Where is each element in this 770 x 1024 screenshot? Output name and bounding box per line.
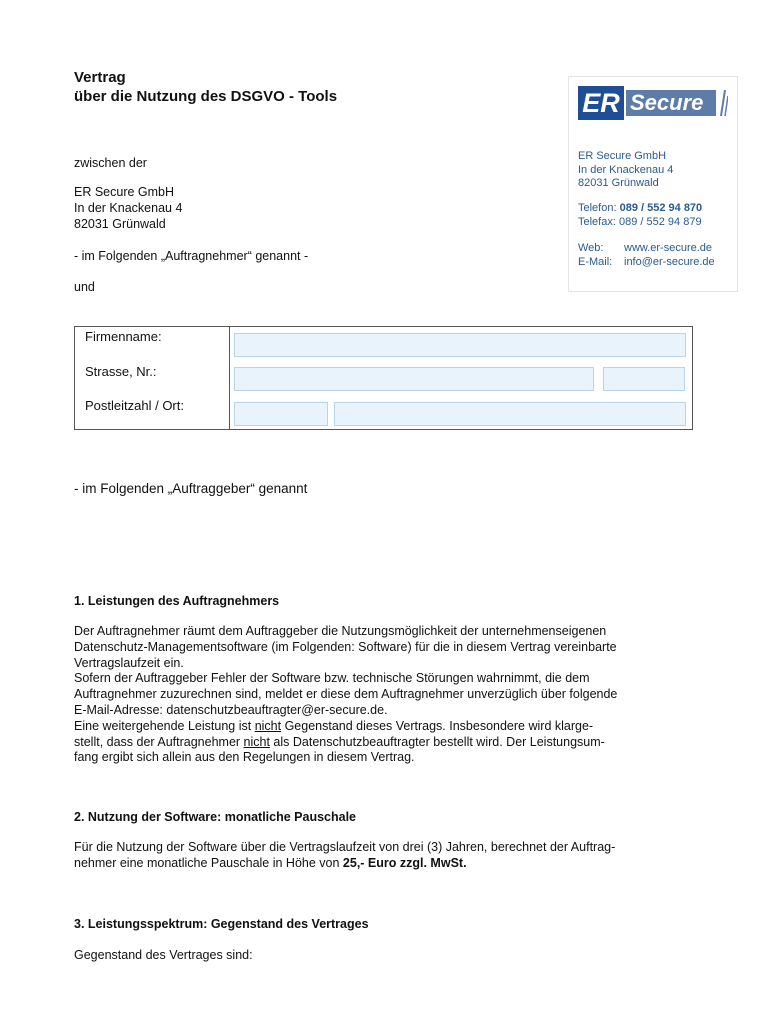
side-street: In der Knackenau 4	[578, 163, 674, 176]
s1-line-7	[74, 719, 704, 735]
city-field[interactable]	[334, 402, 686, 426]
contractor-note: - im Folgenden „Auftragnehmer“ genannt -	[74, 249, 309, 263]
phone-value: 089 / 552 94 870	[619, 202, 703, 214]
email-link[interactable]: info@er-secure.de	[624, 255, 715, 268]
street-field[interactable]	[234, 367, 594, 391]
s1-line-1: Der Auftragnehmer räumt dem Auftraggeber die Nutzungsmöglichkeit der unternehmenseigenen	[74, 624, 607, 638]
section-1-body	[74, 624, 704, 766]
client-form-table	[74, 326, 693, 430]
zip-field[interactable]	[234, 402, 328, 426]
s1-line-2: Datenschutz-Managementsoftware (im Folgenden: Software) für die in diesem Vertrag vereinbarte	[74, 639, 617, 654]
company-name-field[interactable]	[234, 333, 686, 357]
section-1-heading: 1. Leistungen des Auftragnehmers	[74, 594, 280, 608]
s2-line-2a: nehmer eine monatliche Pauschale in Höhe von	[74, 855, 343, 870]
s2-price: 25,- Euro zzgl. MwSt.	[342, 855, 467, 870]
email-label: E-Mail:	[578, 255, 613, 268]
side-company: ER Secure GmbH	[578, 150, 667, 162]
s1-line-7-underline: nicht	[254, 718, 282, 733]
between-text: zwischen der	[74, 156, 147, 170]
fax-value: 089 / 552 94 879	[618, 215, 702, 228]
s2-line-2	[74, 856, 704, 872]
house-number-field[interactable]	[603, 367, 685, 391]
company-name-label: Firmenname:	[85, 329, 162, 344]
s1-line-4: Sofern der Auftraggeber Fehler der Software bzw. technische Störungen wahrnimmt, die dem	[74, 671, 590, 686]
fax-label: Telefax:	[578, 215, 616, 228]
contractor-company: ER Secure GmbH	[74, 185, 175, 199]
s1-line-8a: stellt, dass der Auftragnehmer	[74, 734, 244, 749]
s1-line-7b: Gegenstand dieses Vertrags. Insbesondere wird klarge-	[281, 718, 594, 733]
title-line-2: über die Nutzung des DSGVO - Tools	[74, 88, 338, 105]
phone-label: Telefon:	[578, 202, 617, 214]
contractor-address	[74, 184, 182, 232]
s1-line-8-underline: nicht	[243, 734, 270, 749]
title-line-1: Vertrag	[74, 69, 126, 86]
contractor-city: 82031 Grünwald	[74, 217, 166, 231]
contractor-side-phone	[578, 202, 702, 229]
logo-er: ER	[578, 86, 624, 120]
contractor-side-address	[578, 150, 673, 191]
s2-line-1: Für die Nutzung der Software über die Vertragslaufzeit von drei (3) Jahren, berechnet der Auftrag-	[74, 840, 616, 854]
logo-secure: Secure	[626, 90, 716, 116]
section-3-heading: 3. Leistungsspektrum: Gegenstand des Vertrages	[74, 917, 369, 931]
and-text: und	[74, 280, 95, 294]
client-note: - im Folgenden „Auftraggeber“ genannt	[74, 481, 308, 496]
zip-city-label: Postleitzahl / Ort:	[85, 398, 184, 413]
section-3-body: Gegenstand des Vertrages sind:	[74, 948, 253, 962]
s1-line-8b: als Datenschutzbeauftragter bestellt wird. Der Leistungsum-	[269, 734, 605, 749]
section-2-heading: 2. Nutzung der Software: monatliche Pauschale	[74, 810, 357, 824]
side-city: 82031 Grünwald	[578, 177, 659, 189]
er-secure-logo	[578, 86, 728, 122]
s1-line-3: Vertragslaufzeit ein.	[74, 655, 184, 670]
s1-line-5: Auftragnehmer zuzurechnen sind, meldet er diese dem Auftragnehmer unverzüglich über folgende	[74, 687, 618, 702]
section-2-body	[74, 840, 704, 872]
s1-line-6: E-Mail-Adresse: datenschutzbeauftragter@er-secure.de.	[74, 702, 388, 717]
document-title	[74, 68, 337, 106]
web-link[interactable]: www.er-secure.de	[624, 242, 713, 254]
s1-line-8	[74, 735, 704, 751]
table-divider	[229, 327, 230, 429]
s1-line-9: fang ergibt sich allein aus den Regelungen in diesem Vertrag.	[74, 750, 415, 765]
contractor-street: In der Knackenau 4	[74, 201, 183, 215]
contractor-side-web	[578, 242, 715, 269]
street-label: Strasse, Nr.:	[85, 364, 157, 379]
logo-stripes-icon	[718, 90, 728, 116]
s1-line-7a: Eine weitergehende Leistung ist	[74, 718, 255, 733]
web-label: Web:	[578, 242, 604, 254]
